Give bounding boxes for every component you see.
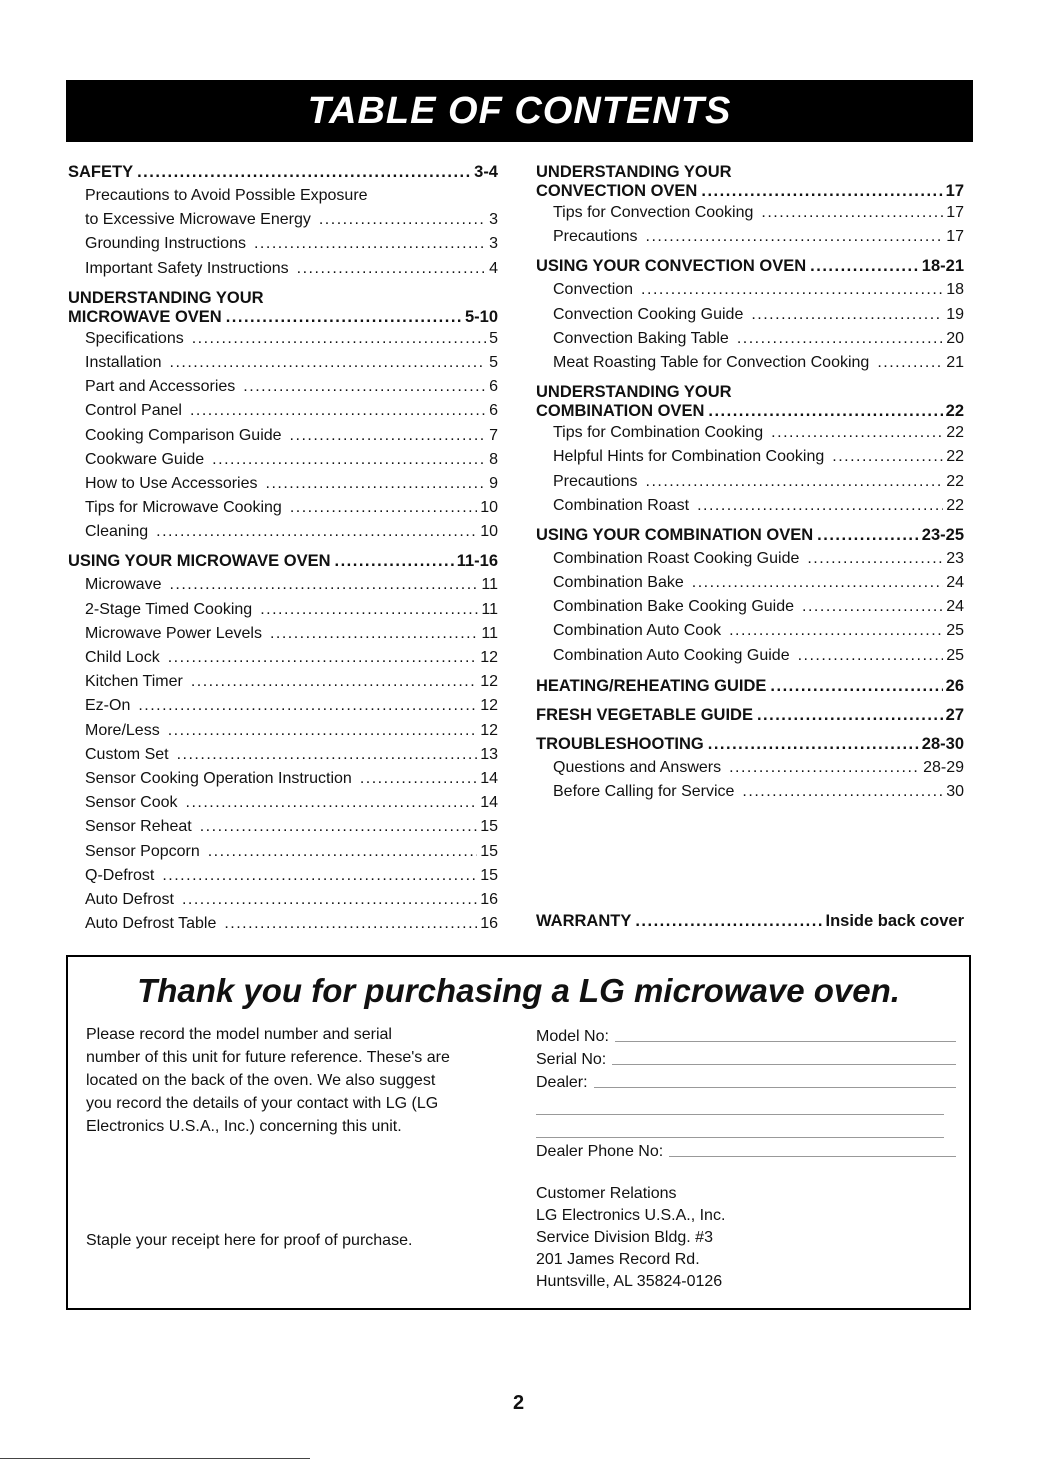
toc-entry-label: Meat Roasting Table for Convection Cooking (553, 353, 870, 371)
toc-entry-label: 2-Stage Timed Cooking (85, 600, 253, 618)
toc-page: 16 (480, 890, 498, 908)
toc-entry[interactable] (68, 794, 498, 818)
toc-page: 13 (480, 745, 498, 763)
record-form (536, 1023, 956, 1161)
dot-leader (335, 552, 454, 571)
toc-entry[interactable] (536, 306, 964, 330)
toc-page: 11 (481, 600, 498, 618)
toc-page: 22 (946, 448, 964, 466)
toc-entry-label: Combination Bake Cooking Guide (553, 598, 795, 616)
toc-entry[interactable] (68, 211, 498, 235)
dot-leader (212, 451, 486, 469)
toc-page: 11 (481, 624, 498, 642)
dot-leader (226, 308, 462, 327)
dot-leader (770, 677, 942, 696)
toc-entry[interactable] (68, 843, 498, 867)
toc-entry[interactable] (536, 497, 964, 521)
toc-page: 19 (946, 305, 964, 323)
toc-page: 3 (489, 235, 498, 253)
toc-entry-label: Convection Cooking Guide (553, 305, 744, 323)
model-row (536, 1023, 956, 1046)
toc-entry[interactable] (536, 783, 964, 807)
serial-label: Serial No: (536, 1051, 607, 1068)
toc-page: 10 (480, 523, 498, 541)
toc-section-label: WARRANTY (536, 912, 632, 930)
toc-entry[interactable] (68, 891, 498, 915)
dot-leader (190, 402, 486, 420)
toc-section-label: USING YOUR CONVECTION OVEN (536, 257, 807, 276)
dealer-row (536, 1069, 956, 1092)
toc-section-label: USING YOUR MICROWAVE OVEN (68, 552, 331, 571)
toc-entry-label: Custom Set (85, 745, 169, 763)
instruction-line: located on the back of the oven. We also suggest (86, 1072, 436, 1089)
toc-entry-label: Grounding Instructions (85, 235, 246, 253)
dot-leader (751, 306, 943, 324)
dot-leader (817, 526, 919, 545)
toc-page: 27 (945, 705, 964, 724)
dot-leader (182, 891, 477, 909)
toc-entry-label: Helpful Hints for Combination Cooking (553, 448, 825, 466)
dot-leader (156, 523, 477, 541)
toc-entry-label: Sensor Popcorn (85, 842, 200, 860)
dealer-field-line-3[interactable] (536, 1115, 944, 1138)
toc-entry[interactable] (68, 475, 498, 499)
toc-entry[interactable] (68, 818, 498, 842)
toc-entry-label: Combination Bake (553, 574, 684, 592)
serial-row (536, 1046, 956, 1069)
instruction-line: Please record the model number and serial (86, 1026, 392, 1043)
toc-section-label: UNDERSTANDING YOUR (536, 383, 732, 402)
address-line: LG Electronics U.S.A., Inc. (536, 1207, 726, 1224)
record-instructions (86, 1023, 516, 1138)
toc-entry[interactable] (536, 228, 964, 252)
toc-entry[interactable] (68, 499, 498, 523)
dot-leader (319, 211, 486, 229)
toc-entry-label: Sensor Reheat (85, 818, 192, 836)
dot-leader (260, 601, 478, 619)
dot-leader (243, 378, 486, 396)
toc-section-safety[interactable] (68, 163, 498, 187)
toc-section-label: SAFETY (68, 163, 134, 181)
toc-page: Inside back cover (825, 912, 964, 930)
address-line: Customer Relations (536, 1185, 677, 1202)
toc-entry[interactable] (68, 402, 498, 426)
toc-entry-label: Specifications (85, 329, 184, 347)
toc-page: 7 (489, 426, 498, 444)
toc-page: 23-25 (921, 525, 964, 544)
dot-leader (757, 706, 943, 725)
toc-entry[interactable] (536, 622, 964, 646)
toc-entry-label: Combination Auto Cook (553, 622, 722, 640)
thank-you-title: Thank you for purchasing a LG microwave oven. (137, 972, 900, 1009)
model-label: Model No: (536, 1028, 609, 1045)
toc-page: 30 (946, 783, 964, 800)
toc-entry[interactable] (68, 867, 498, 891)
toc-page: 25 (946, 646, 964, 664)
toc-entry-label: How to Use Accessories (85, 474, 258, 492)
instruction-line: Electronics U.S.A., Inc.) concerning this unit. (86, 1118, 402, 1135)
toc-page: 11-16 (456, 552, 498, 571)
toc-page: 17 (946, 228, 964, 246)
dot-leader (798, 647, 944, 665)
toc-entry[interactable] (68, 673, 498, 697)
toc-page: 22 (946, 496, 964, 514)
toc-entry-label: Convection (553, 281, 634, 299)
dot-leader (170, 354, 487, 372)
toc-entry[interactable] (536, 281, 964, 305)
toc-page: 6 (489, 402, 498, 420)
toc-page: 24 (946, 574, 964, 592)
dot-leader (742, 783, 943, 801)
dealer-field[interactable] (594, 1087, 956, 1088)
dot-leader (168, 722, 478, 740)
dot-leader (646, 228, 944, 246)
toc-entry[interactable] (68, 378, 498, 402)
toc-entry[interactable] (68, 915, 498, 939)
toc-entry[interactable] (536, 647, 964, 671)
model-field[interactable] (615, 1041, 956, 1042)
toc-entry[interactable] (68, 576, 498, 600)
toc-entry-label: Combination Auto Cooking Guide (553, 646, 790, 664)
toc-page: 21 (946, 353, 964, 371)
toc-section-heating[interactable] (536, 677, 964, 701)
dot-leader (137, 163, 471, 182)
toc-section-understanding-microwave[interactable] (68, 289, 498, 330)
footer-rule (0, 1458, 310, 1459)
dot-leader (297, 260, 486, 278)
toc-entry-label: Auto Defrost (85, 890, 174, 908)
dot-leader (254, 235, 486, 253)
toc-entry-label: Microwave (85, 576, 162, 594)
toc-entry[interactable] (536, 759, 964, 783)
toc-entry[interactable] (536, 448, 964, 472)
toc-section-understanding-combination[interactable] (536, 383, 964, 424)
toc-entry[interactable] (68, 601, 498, 625)
toc-entry-label: Sensor Cook (85, 794, 178, 812)
dot-leader (200, 818, 477, 836)
toc-warranty[interactable] (536, 912, 964, 936)
dot-leader (708, 402, 942, 421)
toc-entry-label: Convection Baking Table (553, 329, 729, 347)
toc-entry[interactable] (68, 523, 498, 547)
toc-section-label: TROUBLESHOOTING (536, 734, 704, 753)
toc-page: 25 (946, 622, 964, 640)
toc-page: 5 (489, 329, 498, 347)
toc-section-label: UNDERSTANDING YOUR (536, 163, 732, 181)
toc-section-troubleshooting[interactable] (536, 735, 964, 759)
dot-leader (692, 574, 943, 592)
toc-entry-label: Ez-On (85, 697, 131, 715)
toc-entry-label: Child Lock (85, 649, 160, 666)
dot-leader (192, 330, 486, 348)
toc-page: 3-4 (474, 163, 498, 181)
toc-entry-label: Microwave Power Levels (85, 624, 262, 642)
toc-entry-label: Control Panel (85, 402, 182, 420)
toc-page: 14 (480, 769, 498, 787)
dot-leader (266, 475, 487, 493)
toc-entry[interactable] (68, 187, 498, 211)
address-line: Huntsville, AL 35824-0126 (536, 1273, 723, 1290)
toc-page: 4 (489, 259, 498, 277)
dot-leader (224, 915, 477, 933)
toc-entry-label: Precautions to Avoid Possible Exposure (85, 187, 368, 204)
dealer-label: Dealer: (536, 1074, 588, 1091)
toc-page: 14 (480, 794, 498, 812)
dot-leader (177, 746, 478, 764)
toc-banner (66, 80, 973, 142)
dot-leader (832, 448, 943, 466)
dot-leader (191, 673, 477, 691)
dot-leader (729, 759, 920, 777)
toc-entry[interactable] (68, 354, 498, 378)
instruction-line: you record the details of your contact with LG (LG (86, 1095, 439, 1112)
dot-leader (290, 499, 477, 517)
toc-entry-label: Part and Accessories (85, 378, 236, 396)
toc-page: 28-29 (923, 758, 964, 776)
dot-leader (162, 867, 477, 885)
toc-page: 5 (489, 353, 498, 371)
dot-leader (635, 912, 822, 931)
toc-page: 3 (489, 211, 498, 229)
toc-page: 6 (489, 378, 498, 396)
dot-leader (169, 576, 478, 594)
toc-entry-label: Installation (85, 353, 162, 371)
toc-entry[interactable] (68, 770, 498, 794)
dot-leader (290, 427, 487, 445)
toc-title: TABLE OF CONTENTS (307, 89, 732, 132)
toc-page: 24 (946, 598, 964, 616)
toc-section-label: CONVECTION OVEN (536, 182, 698, 200)
toc-entry[interactable] (68, 260, 498, 284)
toc-entry-label: Cooking Comparison Guide (85, 426, 282, 444)
toc-page: 23 (946, 549, 964, 567)
toc-entry[interactable] (68, 451, 498, 475)
toc-page: 17 (945, 182, 964, 200)
dot-leader (697, 497, 943, 515)
toc-section-label: UNDERSTANDING YOUR (68, 288, 264, 307)
toc-section-understanding-convection[interactable] (536, 163, 964, 204)
dealer-phone-row (536, 1138, 956, 1161)
dealer-phone-field[interactable] (669, 1156, 956, 1157)
toc-section-using-microwave[interactable] (68, 552, 498, 576)
toc-entry-label: Combination Roast (553, 496, 690, 514)
toc-section-label: MICROWAVE OVEN (68, 307, 222, 326)
toc-page: 18-21 (921, 257, 964, 276)
toc-entry-label: Tips for Combination Cooking (553, 424, 764, 442)
dot-leader (270, 625, 478, 643)
thank-you-box (66, 955, 971, 1310)
toc-entry-label: Before Calling for Service (553, 783, 735, 800)
toc-page: 12 (480, 649, 498, 666)
dot-leader (877, 354, 943, 372)
dot-leader (708, 735, 919, 754)
toc-page: 9 (489, 474, 498, 492)
toc-entry[interactable] (536, 598, 964, 622)
toc-entry-label: More/Less (85, 721, 160, 739)
dot-leader (729, 622, 943, 640)
toc-page: 12 (480, 721, 498, 739)
dot-leader (802, 598, 943, 616)
toc-page: 12 (480, 673, 498, 691)
dot-leader (641, 281, 943, 299)
toc-page: 15 (480, 818, 498, 836)
toc-section-label: USING YOUR COMBINATION OVEN (536, 525, 814, 544)
toc-entry[interactable] (68, 427, 498, 451)
dealer-field-line-2[interactable] (536, 1092, 944, 1115)
toc-page: 5-10 (464, 307, 498, 326)
toc-entry[interactable] (68, 330, 498, 354)
toc-page: 11 (481, 576, 498, 594)
toc-entry-label: Tips for Microwave Cooking (85, 499, 282, 517)
toc-entry-label: Q-Defrost (85, 866, 155, 884)
toc-page: 15 (480, 842, 498, 860)
toc-entry-label: to Excessive Microwave Energy (85, 211, 311, 229)
toc-page: 22 (946, 472, 964, 490)
toc-section-using-combination[interactable] (536, 526, 964, 550)
toc-entry-label: Precautions (553, 228, 638, 246)
toc-entry[interactable] (68, 625, 498, 649)
staple-note: Staple your receipt here for proof of purchase. (86, 1232, 413, 1249)
toc-entry[interactable] (536, 574, 964, 598)
dot-leader (186, 794, 478, 812)
toc-entry[interactable] (68, 722, 498, 746)
toc-entry[interactable] (68, 649, 498, 673)
dot-leader (168, 649, 478, 667)
toc-entry[interactable] (68, 697, 498, 721)
dot-leader (761, 204, 943, 222)
dot-leader (810, 257, 919, 276)
toc-entry[interactable] (536, 424, 964, 448)
toc-entry[interactable] (536, 204, 964, 228)
toc-entry[interactable] (536, 473, 964, 497)
toc-entry[interactable] (536, 330, 964, 354)
toc-section-label: COMBINATION OVEN (536, 402, 705, 421)
address-line: 201 James Record Rd. (536, 1251, 700, 1268)
instruction-line: number of this unit for future reference. These's are (86, 1049, 450, 1066)
toc-entry-label: Auto Defrost Table (85, 915, 217, 933)
dot-leader (646, 473, 944, 491)
toc-page: 22 (946, 424, 964, 442)
toc-right-column (536, 163, 964, 807)
customer-relations-address (536, 1183, 725, 1293)
toc-entry-label: Questions and Answers (553, 758, 722, 776)
toc-page: 20 (946, 329, 964, 347)
dealer-phone-label: Dealer Phone No: (536, 1143, 664, 1160)
toc-page: 15 (480, 866, 498, 884)
dot-leader (771, 424, 943, 442)
toc-entry-label: Tips for Convection Cooking (553, 204, 754, 221)
toc-page: 18 (946, 281, 964, 299)
page-number: 2 (512, 1392, 525, 1414)
toc-page: 28-30 (921, 734, 964, 753)
address-line: Service Division Bldg. #3 (536, 1229, 713, 1246)
toc-entry-label: Sensor Cooking Operation Instruction (85, 769, 352, 787)
toc-page: 16 (480, 915, 498, 933)
toc-entry-label: Cookware Guide (85, 450, 205, 468)
toc-entry[interactable] (68, 235, 498, 259)
toc-page: 8 (489, 450, 498, 468)
toc-section-label: FRESH VEGETABLE GUIDE (536, 705, 753, 724)
toc-entry[interactable] (536, 550, 964, 574)
toc-entry[interactable] (536, 354, 964, 378)
toc-section-label: HEATING/REHEATING GUIDE (536, 676, 767, 695)
toc-entry-label: Cleaning (85, 523, 149, 541)
toc-page: 22 (945, 402, 964, 421)
toc-page: 10 (480, 499, 498, 517)
toc-section-vegetable[interactable] (536, 706, 964, 730)
dot-leader (807, 550, 943, 568)
dot-leader (701, 182, 942, 201)
toc-left-column (68, 163, 498, 939)
toc-page: 26 (945, 676, 964, 695)
toc-entry-label: Kitchen Timer (85, 673, 183, 691)
dot-leader (737, 330, 943, 348)
toc-page: 12 (480, 697, 498, 715)
toc-page: 17 (946, 204, 964, 221)
dot-leader (360, 770, 477, 788)
toc-entry-label: Important Safety Instructions (85, 259, 289, 277)
dot-leader (138, 697, 477, 715)
toc-entry[interactable] (68, 746, 498, 770)
serial-field[interactable] (612, 1064, 956, 1065)
toc-entry-label: Precautions (553, 472, 638, 490)
toc-section-using-convection[interactable] (536, 257, 964, 281)
toc-entry-label: Combination Roast Cooking Guide (553, 549, 800, 567)
dot-leader (208, 843, 477, 861)
